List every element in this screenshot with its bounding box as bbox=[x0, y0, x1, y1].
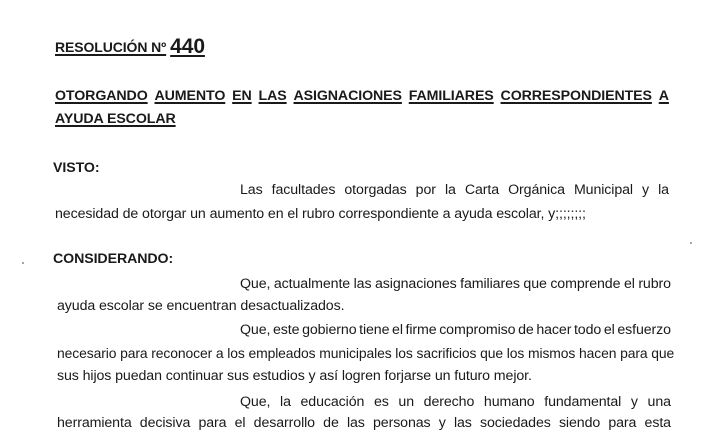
considerando-p1-line-1 bbox=[240, 276, 671, 293]
word: las bbox=[353, 276, 372, 292]
word: Que, bbox=[240, 276, 271, 292]
word: siendo bbox=[558, 415, 601, 431]
word: EN bbox=[232, 88, 252, 104]
word: de bbox=[323, 415, 339, 431]
word: LAS bbox=[258, 88, 287, 104]
word: gobierno bbox=[302, 322, 357, 338]
word: Que, bbox=[240, 394, 271, 410]
word: el bbox=[623, 276, 635, 292]
word: Las bbox=[240, 182, 263, 198]
word: hacer bbox=[536, 322, 572, 338]
word: AUMENTO bbox=[154, 88, 226, 104]
considerando-heading: CONSIDERANDO: bbox=[53, 251, 174, 267]
word: firme bbox=[405, 322, 437, 338]
word: actualmente bbox=[273, 276, 351, 292]
word: la bbox=[444, 182, 456, 198]
resolution-title bbox=[55, 35, 205, 58]
word: compromiso bbox=[439, 322, 516, 338]
word: herramienta bbox=[57, 415, 132, 431]
word: el bbox=[234, 415, 246, 431]
word: y bbox=[438, 415, 446, 431]
word: un bbox=[398, 394, 415, 410]
word: el bbox=[392, 322, 403, 338]
considerando-p3-line-2 bbox=[57, 415, 671, 432]
word: todo bbox=[573, 322, 602, 338]
word: A bbox=[658, 88, 669, 104]
considerando-p3-line-1 bbox=[240, 394, 671, 411]
word: por bbox=[415, 182, 436, 198]
word: esfuerzo bbox=[617, 322, 671, 338]
considerando-p1-line-2: ayuda escolar se encuentran desactualizados. bbox=[57, 298, 345, 314]
considerando-p2-line-3: sus hijos puedan continuar sus estudios y así logren forjarse un futuro mejor. bbox=[57, 368, 532, 384]
scan-speck bbox=[22, 262, 24, 264]
visto-line-1 bbox=[240, 182, 669, 199]
word: y bbox=[642, 182, 650, 198]
word: es bbox=[373, 394, 389, 410]
word: personas bbox=[372, 415, 431, 431]
word: el bbox=[603, 322, 615, 338]
word: fundamental bbox=[544, 394, 622, 410]
considerando-p2-line-1 bbox=[240, 322, 671, 339]
word: OTORGANDO bbox=[55, 88, 148, 104]
resolution-number: 440 bbox=[170, 35, 205, 58]
word: para bbox=[198, 415, 227, 431]
word: de bbox=[518, 322, 534, 338]
word: las bbox=[453, 415, 472, 431]
word: tiene bbox=[359, 322, 390, 338]
word: este bbox=[273, 322, 300, 338]
word: sociedades bbox=[479, 415, 551, 431]
word: Carta bbox=[464, 182, 500, 198]
word: comprende bbox=[550, 276, 621, 292]
word: la bbox=[280, 394, 291, 410]
word: humano bbox=[483, 394, 535, 410]
word: CORRESPONDIENTES bbox=[500, 88, 652, 104]
word: decisiva bbox=[139, 415, 191, 431]
word: rubro bbox=[638, 276, 671, 292]
scan-speck bbox=[690, 242, 692, 244]
visto-heading: VISTO: bbox=[53, 160, 100, 176]
word: derecho bbox=[423, 394, 475, 410]
word: para bbox=[608, 415, 637, 431]
word: otorgadas bbox=[344, 182, 407, 198]
subject-line-2: AYUDA ESCOLAR bbox=[55, 111, 176, 127]
word: facultades bbox=[271, 182, 336, 198]
word: Municipal bbox=[573, 182, 633, 198]
word: desarrollo bbox=[253, 415, 315, 431]
word: asignaciones bbox=[375, 276, 457, 292]
word: educación bbox=[300, 394, 365, 410]
word: y bbox=[630, 394, 638, 410]
word: Que, bbox=[240, 322, 271, 338]
word: la bbox=[658, 182, 669, 198]
resolution-label: RESOLUCIÓN Nº bbox=[55, 39, 167, 55]
word: una bbox=[647, 394, 671, 410]
word: Orgánica bbox=[508, 182, 565, 198]
word: que bbox=[523, 276, 547, 292]
word: ASIGNACIONES bbox=[293, 88, 402, 104]
word: esta bbox=[644, 415, 671, 431]
word: FAMILIARES bbox=[408, 88, 494, 104]
considerando-p2-line-2: necesario para reconocer a los empleados municipales los sacrificios que los mismos hacen para que bbox=[57, 345, 675, 361]
word: las bbox=[346, 415, 365, 431]
subject-line-1 bbox=[55, 88, 669, 105]
word: familiares bbox=[460, 276, 520, 292]
visto-line-2: necesidad de otorgar un aumento en el rubro correspondiente a ayuda escolar, y;;;;;;;; bbox=[55, 206, 586, 222]
